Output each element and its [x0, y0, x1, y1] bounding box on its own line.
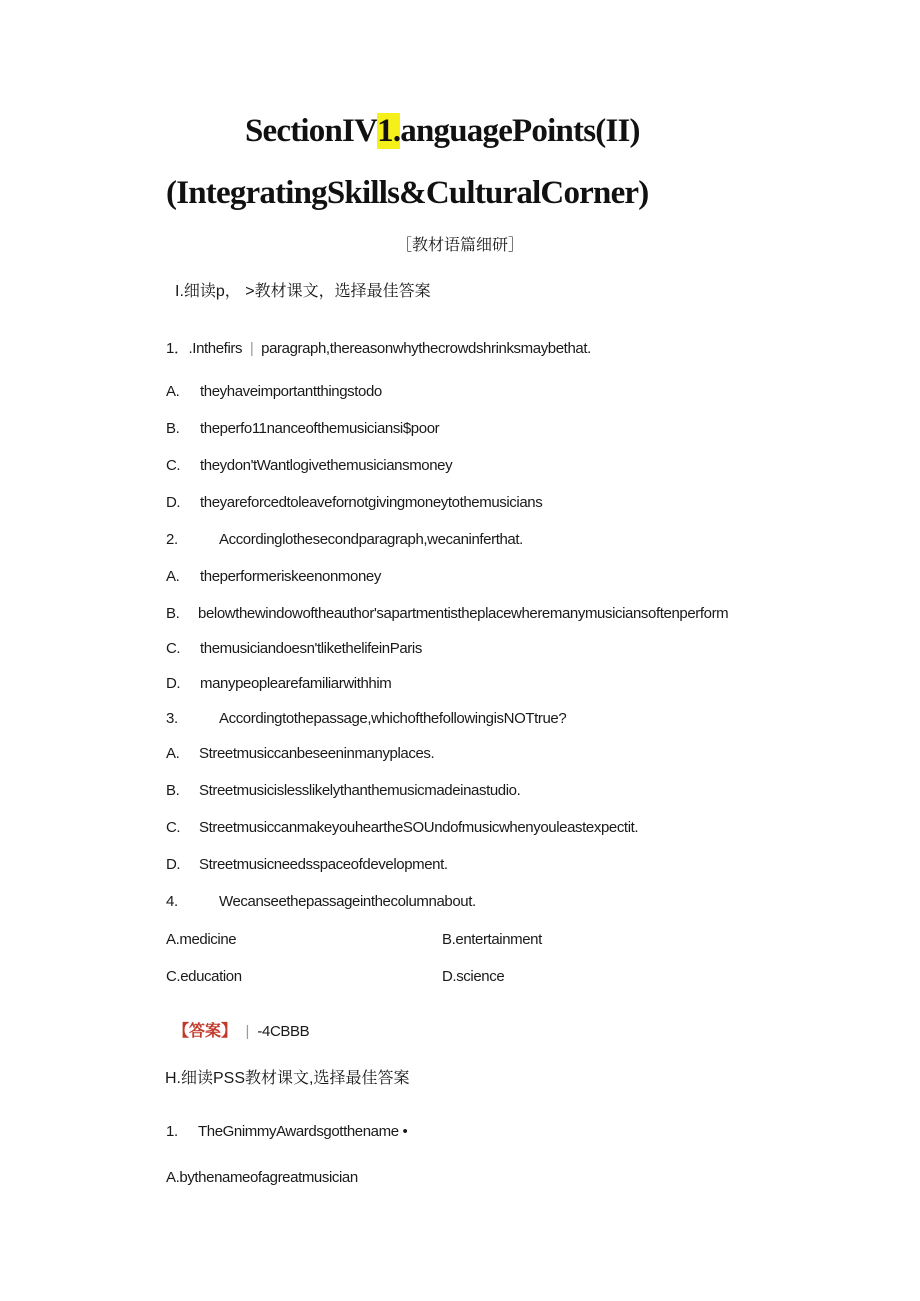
option-d: D. theyareforcedtoleavefornotgivingmoneytothemusicians [166, 494, 543, 511]
option-b: B.entertainment [442, 931, 542, 948]
question-1 [166, 337, 591, 358]
question-number: 2. [166, 531, 178, 548]
option-c: C. themusiciandoesn'tlikethelifeinParis [166, 640, 422, 657]
section-subtitle: ［教材语篇细研］ [396, 237, 525, 254]
page-title-line1 [245, 113, 640, 150]
part1-heading: I.细读p， >教材课文，选择最佳答案 [175, 283, 431, 300]
option-a: A. theyhaveimportantthingstodo [166, 383, 382, 400]
question-number: 3. [166, 710, 178, 727]
option-b: B. theperfo11nanceofthemusiciansi$poor [166, 420, 440, 437]
part2-question-1 [166, 1123, 407, 1140]
option-a: A. theperformeriskeenonmoney [166, 568, 381, 585]
option-d: D.science [442, 968, 505, 985]
option-b: B. belowthewindowoftheauthor'sapartmentistheplacewheremanymusiciansoftenperform [166, 605, 729, 622]
question-number: 1．.Inthefirs [166, 340, 243, 357]
bullet-dot: • [402, 1123, 408, 1140]
question-number: 1. [166, 1123, 178, 1140]
question-stem: TheGnimmyAwardsgotthename [198, 1123, 399, 1140]
question-4 [166, 893, 476, 910]
option-b: B. Streetmusicislesslikelythanthemusicmadeinastudio. [166, 782, 521, 799]
option-c: C. StreetmusiccanmakeyouheartheSOUndofmusicwhenyouleastexpectit. [166, 819, 639, 836]
option-a: A.bythenameofagreatmusician [166, 1169, 358, 1186]
question-3 [166, 710, 566, 727]
title-highlight: 1. [377, 113, 401, 149]
separator-bar: | [249, 340, 254, 357]
title-part-a: SectionIV [245, 113, 378, 149]
question-stem: paragraph,thereasonwhythecrowdshrinksmaybethat. [261, 340, 591, 357]
answer-label: 【答案】 [173, 1023, 238, 1040]
option-d: D. manypeoplearefamiliarwithhim [166, 675, 392, 692]
question-stem: Wecanseethepassageinthecolumnabout. [219, 893, 476, 910]
option-d: D. Streetmusicneedsspaceofdevelopment. [166, 856, 448, 873]
part2-heading: H.细读PSS教材课文,选择最佳答案 [165, 1070, 410, 1087]
answer-value: -4CBBB [257, 1023, 310, 1040]
option-c: C. theydon'tWantlogivethemusiciansmoney [166, 457, 453, 474]
question-2 [166, 531, 523, 548]
title-part-b: anguagePoints(II) [400, 113, 640, 149]
answer-line [173, 1018, 309, 1041]
option-a: A.medicine [166, 931, 237, 948]
question-number: 4. [166, 893, 178, 910]
option-c: C.education [166, 968, 242, 985]
page-title-line2: (IntegratingSkills&CulturalCorner) [166, 175, 649, 211]
option-a: A. Streetmusiccanbeseeninmanyplaces. [166, 745, 435, 762]
question-stem: Accordingtothepassage,whichofthefollowingisNOTtrue? [219, 710, 567, 727]
question-stem: Accordinglothesecondparagraph,wecaninferthat. [219, 531, 523, 548]
separator-bar: | [245, 1023, 249, 1040]
